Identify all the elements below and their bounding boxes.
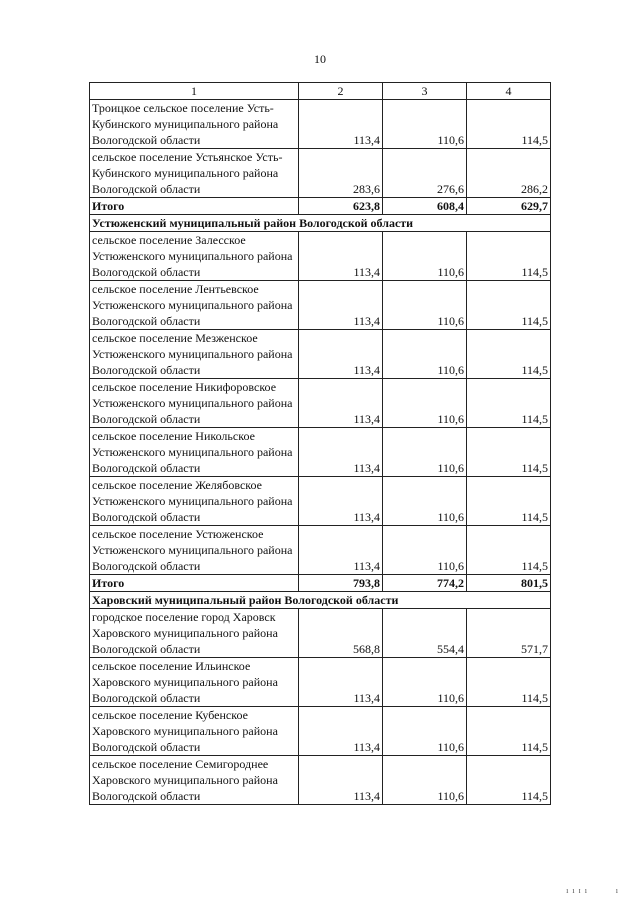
- value-cell-v2: 113,4: [299, 232, 383, 281]
- column-header: 4: [467, 83, 551, 100]
- settlement-name: сельское поселение Кубенское Харовского муниципального района Вологодской области: [90, 707, 299, 756]
- total-label: Итого: [90, 198, 299, 215]
- settlement-name: сельское поселение Никифоровское Устюженского муниципального района Вологодской области: [90, 379, 299, 428]
- section-title: Устюженский муниципальный район Вологодской области: [90, 215, 551, 232]
- value-cell-v3: 110,6: [383, 756, 467, 805]
- value-cell-v2: 793,8: [299, 575, 383, 592]
- value-cell-v3: 110,6: [383, 658, 467, 707]
- value-cell-v4: 114,5: [467, 658, 551, 707]
- value-cell-v2: 113,4: [299, 658, 383, 707]
- value-cell-v4: 114,5: [467, 379, 551, 428]
- value-cell-v3: 110,6: [383, 232, 467, 281]
- value-cell-v2: 113,4: [299, 100, 383, 149]
- value-cell-v4: 114,5: [467, 756, 551, 805]
- value-cell-v2: 283,6: [299, 149, 383, 198]
- value-cell-v3: 554,4: [383, 609, 467, 658]
- value-cell-v3: 774,2: [383, 575, 467, 592]
- column-header: 1: [90, 83, 299, 100]
- value-cell-v3: 110,6: [383, 428, 467, 477]
- table-row: [90, 281, 551, 330]
- table-row: [90, 526, 551, 575]
- settlement-name: сельское поселение Семигороднее Харовского муниципального района Вологодской области: [90, 756, 299, 805]
- settlement-name: сельское поселение Мезженское Устюженского муниципального района Вологодской области: [90, 330, 299, 379]
- value-cell-v3: 110,6: [383, 281, 467, 330]
- value-cell-v2: 113,4: [299, 756, 383, 805]
- column-header: 3: [383, 83, 467, 100]
- value-cell-v4: 286,2: [467, 149, 551, 198]
- value-cell-v3: 276,6: [383, 149, 467, 198]
- value-cell-v3: 110,6: [383, 100, 467, 149]
- table-row: [90, 330, 551, 379]
- section-header-row: [90, 592, 551, 609]
- table-row: [90, 707, 551, 756]
- table-row: [90, 756, 551, 805]
- settlement-name: Троицкое сельское поселение Усть-Кубинского муниципального района Вологодской области: [90, 100, 299, 149]
- settlement-name: сельское поселение Никольское Устюженского муниципального района Вологодской области: [90, 428, 299, 477]
- value-cell-v3: 608,4: [383, 198, 467, 215]
- total-row: [90, 198, 551, 215]
- value-cell-v2: 623,8: [299, 198, 383, 215]
- page-number: 10: [314, 52, 326, 66]
- total-label: Итого: [90, 575, 299, 592]
- value-cell-v3: 110,6: [383, 526, 467, 575]
- value-cell-v2: 113,4: [299, 428, 383, 477]
- section-header-row: [90, 215, 551, 232]
- value-cell-v4: 629,7: [467, 198, 551, 215]
- value-cell-v4: 114,5: [467, 526, 551, 575]
- value-cell-v4: 114,5: [467, 330, 551, 379]
- settlement-name: сельское поселение Желябовское Устюженского муниципального района Вологодской области: [90, 477, 299, 526]
- settlement-name: городское поселение город Харовск Харовского муниципального района Вологодской области: [90, 609, 299, 658]
- value-cell-v2: 113,4: [299, 379, 383, 428]
- settlement-name: сельское поселение Ильинское Харовского муниципального района Вологодской области: [90, 658, 299, 707]
- table-row: [90, 477, 551, 526]
- value-cell-v2: 568,8: [299, 609, 383, 658]
- value-cell-v2: 113,4: [299, 477, 383, 526]
- table-row: [90, 428, 551, 477]
- settlement-name: сельское поселение Устюженское Устюженского муниципального района Вологодской области: [90, 526, 299, 575]
- footer-mark: ı: [615, 886, 618, 895]
- budget-table: [89, 82, 551, 805]
- table-row: [90, 100, 551, 149]
- total-row: [90, 575, 551, 592]
- value-cell-v4: 114,5: [467, 232, 551, 281]
- value-cell-v4: 114,5: [467, 477, 551, 526]
- settlement-name: сельское поселение Устьянское Усть-Кубинского муниципального района Вологодской области: [90, 149, 299, 198]
- value-cell-v2: 113,4: [299, 330, 383, 379]
- value-cell-v4: 114,5: [467, 281, 551, 330]
- value-cell-v2: 113,4: [299, 526, 383, 575]
- table-row: [90, 658, 551, 707]
- value-cell-v2: 113,4: [299, 707, 383, 756]
- value-cell-v3: 110,6: [383, 379, 467, 428]
- value-cell-v3: 110,6: [383, 707, 467, 756]
- footer-mark: ı ı ɪ ı: [566, 886, 588, 895]
- value-cell-v4: 114,5: [467, 707, 551, 756]
- value-cell-v4: 114,5: [467, 428, 551, 477]
- table-row: [90, 609, 551, 658]
- table-header-row: [90, 83, 551, 100]
- value-cell-v4: 571,7: [467, 609, 551, 658]
- value-cell-v2: 113,4: [299, 281, 383, 330]
- section-title: Харовский муниципальный район Вологодской области: [90, 592, 551, 609]
- table-row: [90, 379, 551, 428]
- value-cell-v4: 801,5: [467, 575, 551, 592]
- settlement-name: сельское поселение Лентьевское Устюженского муниципального района Вологодской области: [90, 281, 299, 330]
- column-header: 2: [299, 83, 383, 100]
- value-cell-v3: 110,6: [383, 477, 467, 526]
- value-cell-v3: 110,6: [383, 330, 467, 379]
- value-cell-v4: 114,5: [467, 100, 551, 149]
- table-row: [90, 149, 551, 198]
- table-row: [90, 232, 551, 281]
- settlement-name: сельское поселение Залесское Устюженского муниципального района Вологодской области: [90, 232, 299, 281]
